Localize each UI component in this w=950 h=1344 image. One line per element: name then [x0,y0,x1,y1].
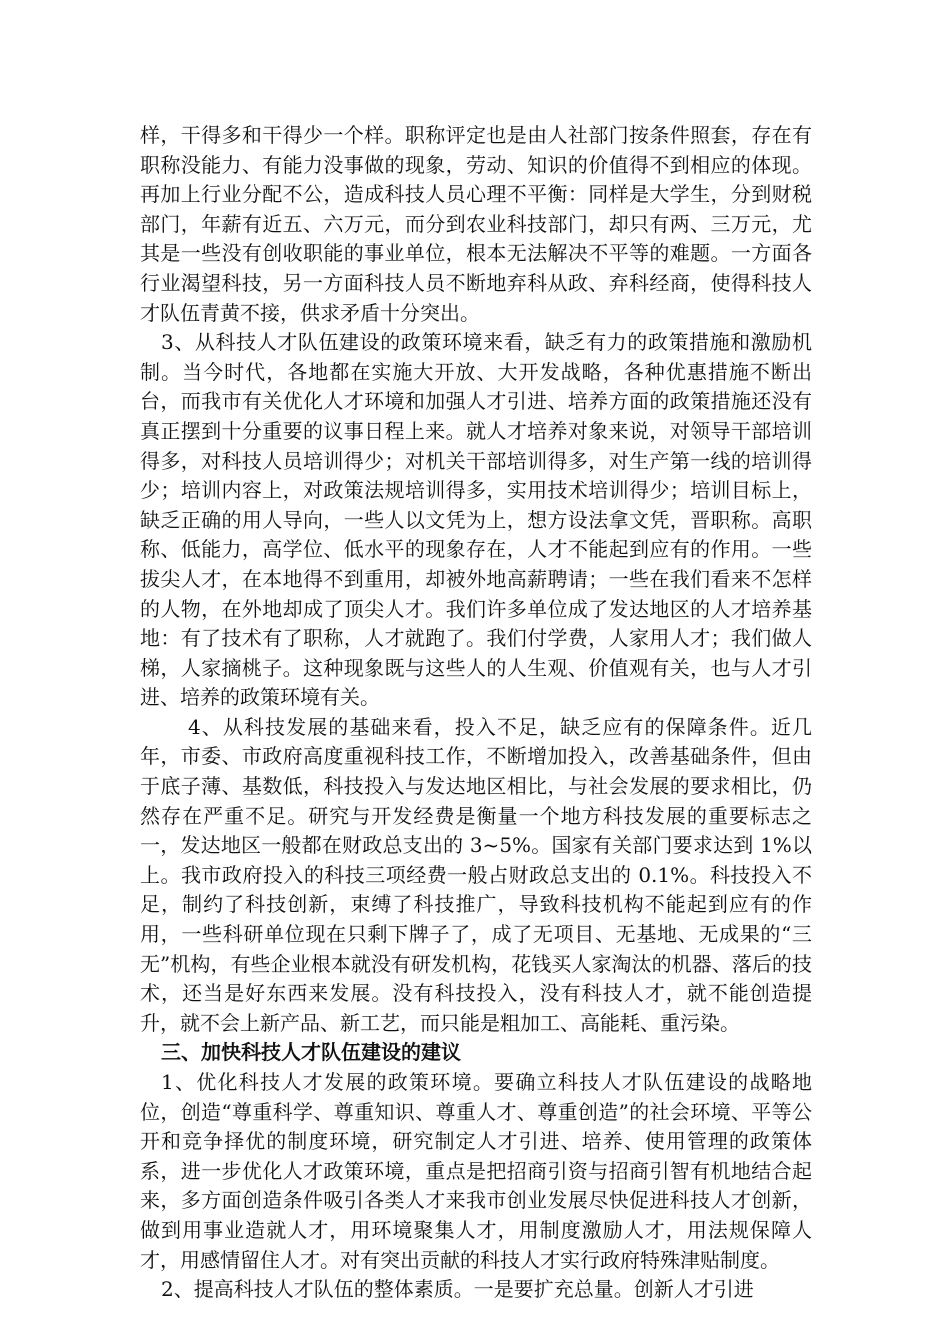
paragraph-suggestion-2: 2、提高科技人才队伍的整体素质。一是要扩充总量。创新人才引进 [161,1277,754,1302]
paragraph-investment: 4、从科技发展的基础来看，投入不足，缺乏应有的保障条件。近几年，市委、市政府高度重视科技工作，不断增加投入，改善基础条件，但由于底子薄、基数低，科技投入与发达地区相比，与社会发展的要求相比，仍然存在严重不足。研究与开发经费是衡量一个地方科技发展的重要标志之一，发达地区一般都在财政总支出的 3~5%。国家有关部门要求达到 1%以上。我市政府投入的科技三项经费一般占财政总支出的 0.1%。科技投入不足，制约了科技创新，束缚了科技推广，导致科技机构不能起到应有的作用，一些科研单位现在只剩下牌子了，成了无项目、无基地、无成果的“三无”机构，有些企业根本就没有研发机构，花钱买人家淘汰的机器、落后的技术，还当是好东西来发展。没有科技投入，没有科技人才，就不能创造提升，就不会上新产品、新工艺，而只能是粗加工、高能耗、重污染。 [140,714,812,1035]
paragraph-policy-environment: 3、从科技人才队伍建设的政策环境来看，缺乏有力的政策措施和激励机制。当今时代，各地都在实施大开放、大开发战略，各种优惠措施不断出台，而我市有关优化人才环境和加强人才引进、培养方面的政策措施还没有真正摆到十分重要的议事日程上来。就人才培养对象来说，对领导干部培训得多，对科技人员培训得少；对机关干部培训得多，对生产第一线的培训得少；培训内容上，对政策法规培训得多，实用技术培训得少；培训目标上，缺乏正确的用人导向，一些人以文凭为上，想方设法拿文凭，晋职称。高职称、低能力，高学位、低水平的现象存在，人才不能起到应有的作用。一些拔尖人才，在本地得不到重用，却被外地高薪聘请；一些在我们看来不怎样的人物，在外地却成了顶尖人才。我们许多单位成了发达地区的人才培养基地：有了技术有了职称，人才就跑了。我们付学费，人家用人才；我们做人梯，人家摘桃子。这种现象既与这些人的人生观、价值观有关，也与人才引进、培养的政策环境有关。 [140,330,812,710]
paragraph-suggestion-1: 1、优化科技人才发展的政策环境。要确立科技人才队伍建设的战略地位，创造“尊重科学、尊重知识、尊重人才、尊重创造”的社会环境、平等公开和竞争择优的制度环境，研究制定人才引进、培养、使用管理的政策体系，进一步优化人才政策环境，重点是把招商引资与招商引智有机地结合起来，多方面创造条件吸引各类人才来我市创业发展尽快促进科技人才创新，做到用事业造就人才，用环境聚集人才，用制度激励人才，用法规保障人才，用感情留住人才。对有突出贡献的科技人才实行政府特殊津贴制度。 [140,1070,812,1272]
paragraph-continued: 样，干得多和干得少一个样。职称评定也是由人社部门按条件照套，存在有职称没能力、有能力没事做的现象，劳动、知识的价值得不到相应的体现。再加上行业分配不公，造成科技人员心理不平衡：同样是大学生，分到财税部门，年薪有近五、六万元，而分到农业科技部门，却只有两、三万元，尤其是一些没有创收职能的事业单位，根本无法解决不平等的难题。一方面各行业渴望科技，另一方面科技人员不断地弃科从政、弃科经商，使得科技人才队伍青黄不接，供求矛盾十分突出。 [140,123,812,325]
document-body [140,121,812,1305]
section-heading: 三、加快科技人才队伍建设的建议 [161,1040,461,1065]
